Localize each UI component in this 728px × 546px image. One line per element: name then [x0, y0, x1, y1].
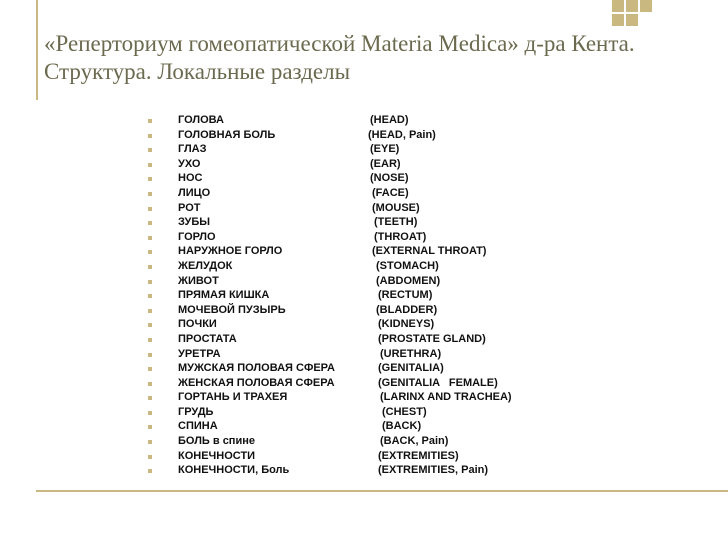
- section-name-ru: ГОЛОВНАЯ БОЛЬ: [178, 128, 276, 141]
- section-name-en: (NOSE): [370, 172, 409, 185]
- section-name-ru: ЖЕЛУДОК: [178, 259, 233, 272]
- section-name-en: (BACK): [382, 420, 422, 433]
- slide-title-line-2: Структура. Локальные разделы: [44, 59, 351, 84]
- section-name-en: (STOMACH): [376, 259, 439, 272]
- section-name-en: (CHEST): [382, 405, 427, 418]
- bullet-icon: [148, 119, 152, 123]
- bullet-icon: [148, 309, 152, 313]
- accent-square: [612, 14, 624, 26]
- section-name-ru: БОЛЬ в спине: [178, 435, 255, 448]
- section-name-en: (HEAD): [370, 114, 409, 126]
- bullet-icon: [148, 265, 152, 269]
- section-name-ru: СПИНА: [178, 420, 218, 433]
- bullet-icon: [148, 192, 152, 196]
- bullet-icon: [148, 148, 152, 152]
- section-name-en: (BLADDER): [376, 303, 438, 316]
- section-name-en: (EAR): [370, 157, 401, 170]
- section-name-en: (LARINX AND TRACHEA): [380, 391, 512, 404]
- section-name-en: (GENITALIA): [378, 362, 444, 375]
- bullet-icon: [148, 396, 152, 400]
- section-name-ru: КОНЕЧНОСТИ, Боль: [178, 464, 290, 477]
- section-name-ru: МОЧЕВОЙ ПУЗЫРЬ: [178, 303, 286, 316]
- section-name-ru: ГЛАЗ: [178, 143, 207, 156]
- section-name-en: (PROSTATE GLAND): [378, 332, 486, 345]
- section-name-en: (EYE): [370, 143, 400, 156]
- bullet-icon: [148, 177, 152, 181]
- bullet-icon: [148, 221, 152, 225]
- section-name-en: (EXTREMITIES): [378, 449, 459, 462]
- section-name-en: (URETHRA): [380, 347, 442, 360]
- section-name-en: (THROAT): [374, 230, 427, 243]
- bullet-icon: [148, 338, 152, 342]
- section-name-ru: МУЖСКАЯ ПОЛОВАЯ СФЕРА: [178, 362, 335, 375]
- bullet-icon: [148, 280, 152, 284]
- bullet-icon: [148, 236, 152, 240]
- accent-square: [626, 14, 638, 26]
- section-name-en: (BACK, Pain): [380, 435, 449, 448]
- section-name-ru: УРЕТРА: [178, 347, 221, 360]
- bullet-icon: [148, 134, 152, 138]
- section-name-en: (EXTERNAL THROAT): [372, 245, 487, 258]
- section-name-en: (RECTUM): [378, 289, 433, 302]
- bullet-icon: [148, 382, 152, 386]
- bullet-icon: [148, 323, 152, 327]
- slide-title: [44, 30, 704, 86]
- bullet-icon: [148, 425, 152, 429]
- bullet-icon: [148, 411, 152, 415]
- section-name-ru: ЖЕНСКАЯ ПОЛОВАЯ СФЕРА: [178, 376, 335, 389]
- accent-square: [612, 0, 624, 12]
- bullet-icon: [148, 367, 152, 371]
- bullet-icon: [148, 455, 152, 459]
- section-name-en: (KIDNEYS): [378, 318, 435, 331]
- bullet-icon: [148, 440, 152, 444]
- bullet-icon: [148, 353, 152, 357]
- accent-vertical-line: [36, 0, 38, 100]
- section-name-en: (MOUSE): [372, 201, 420, 214]
- section-name-ru: КОНЕЧНОСТИ: [178, 449, 256, 462]
- bullet-icon: [148, 294, 152, 298]
- section-name-ru: ПОЧКИ: [178, 318, 217, 331]
- section-name-ru: ЛИЦО: [178, 186, 211, 199]
- accent-square: [626, 0, 638, 12]
- accent-square: [640, 0, 652, 12]
- footer-divider: [36, 490, 728, 492]
- section-name-ru: ЗУБЫ: [178, 216, 210, 229]
- bullet-icon: [148, 250, 152, 254]
- section-name-ru: УХО: [178, 157, 201, 170]
- section-name-ru: ПРОСТАТА: [178, 332, 237, 345]
- section-name-ru: ПРЯМАЯ КИШКА: [178, 289, 270, 302]
- section-name-ru: ЖИВОТ: [178, 274, 219, 287]
- bullet-icon: [148, 469, 152, 473]
- section-name-en: (FACE): [372, 186, 409, 199]
- section-name-ru: НОС: [178, 172, 203, 185]
- section-name-ru: ГОРЛО: [178, 230, 216, 243]
- section-name-ru: ГОРТАНЬ И ТРАХЕЯ: [178, 391, 288, 404]
- section-name-ru: НАРУЖНОЕ ГОРЛО: [178, 245, 283, 258]
- section-name-en: (GENITALIA FEMALE): [378, 376, 498, 389]
- section-name-en: (HEAD, Pain): [368, 128, 436, 141]
- bullet-icon: [148, 207, 152, 211]
- section-name-en: (ABDOMEN): [376, 274, 441, 287]
- section-name-ru: РОТ: [178, 201, 201, 214]
- slide-title-line-1: «Реперториум гомеопатической Materia Medica» д-ра Кента.: [44, 31, 635, 56]
- section-name-ru: ГОЛОВА: [178, 114, 224, 126]
- section-name-en: (TEETH): [374, 216, 418, 229]
- bullet-icon: [148, 163, 152, 167]
- section-name-en: (EXTREMITIES, Pain): [378, 464, 489, 477]
- section-name-ru: ГРУДЬ: [178, 405, 214, 418]
